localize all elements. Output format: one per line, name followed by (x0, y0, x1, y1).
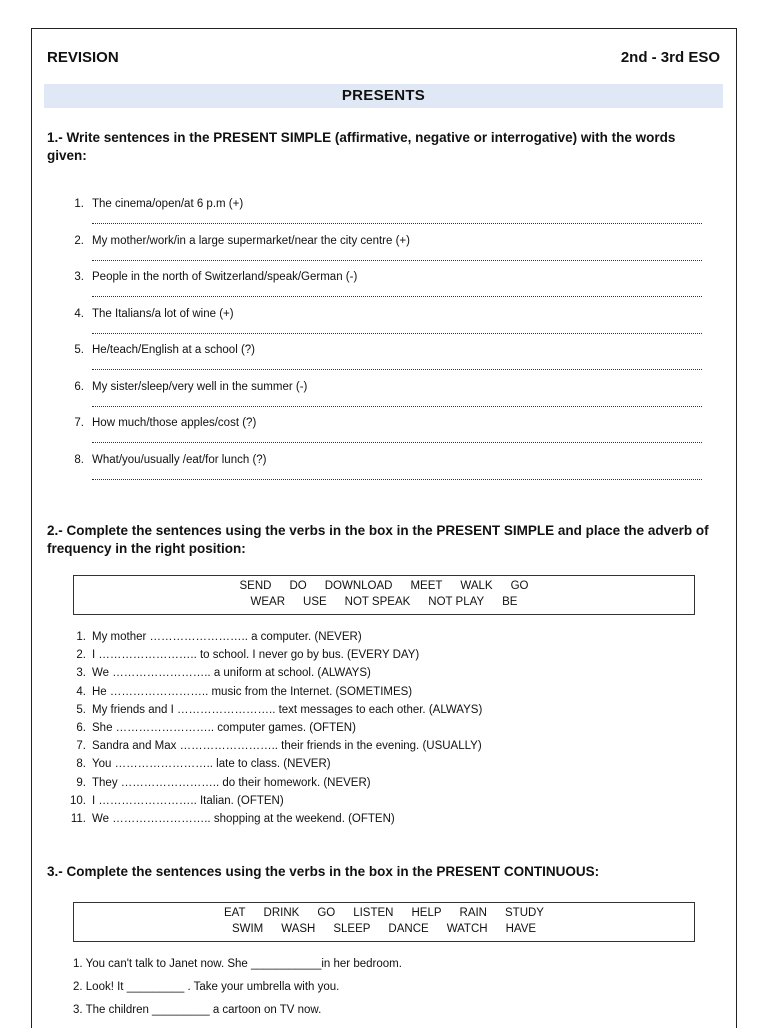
ex1-item-text: People in the north of Switzerland/speak/German (-) (92, 271, 358, 283)
ex2-item (66, 667, 371, 679)
ex2-item-number: 4. (76, 685, 86, 698)
ex2-item-number: 3. (76, 667, 86, 680)
ex1-title: 1.- Write sentences in the PRESENT SIMPLE (affirmative, negative or interrogative) with the words given: (47, 130, 676, 163)
ex2-item-text: We …………………….. shopping at the weekend. (OFTEN) (92, 813, 395, 825)
verb-word: GO (317, 907, 336, 919)
verb-word: SEND (239, 580, 272, 592)
verb-word: DRINK (263, 907, 300, 919)
ex1-item-text: The Italians/a lot of wine (+) (92, 307, 234, 320)
ex2-item (66, 631, 362, 643)
ex2-item-number: 11. (70, 813, 86, 825)
answer-line (92, 369, 702, 370)
ex3-box-row-2 (74, 923, 694, 935)
ex2-item-number: 10. (70, 794, 86, 807)
ex2-item (66, 795, 284, 807)
verb-word: EAT (224, 907, 246, 919)
answer-line (92, 223, 702, 224)
ex2-item-text: My friends and I …………………….. text messages to each other. (ALWAYS) (92, 703, 483, 716)
verb-word: DOWNLOAD (324, 580, 393, 592)
ex3-verb-box (73, 902, 695, 942)
verb-word: NOT SPEAK (344, 596, 411, 608)
ex2-item (66, 813, 395, 825)
verb-word: BE (502, 596, 518, 608)
ex1-item-number: 5. (74, 344, 84, 356)
verb-word: WASH (281, 923, 316, 935)
answer-line (92, 442, 702, 443)
ex2-item-number: 5. (76, 703, 86, 716)
ex2-item-number: 9. (76, 776, 86, 789)
ex2-item-text: We …………………….. a uniform at school. (ALWAYS) (92, 667, 371, 680)
header-level: 2nd - 3rd ESO (620, 49, 720, 66)
ex1-item-number: 4. (74, 307, 84, 320)
ex1-item-text: The cinema/open/at 6 p.m (+) (92, 198, 244, 210)
verb-word: HELP (411, 907, 442, 919)
verb-word: HAVE (505, 923, 537, 935)
ex3-box-row-1 (74, 907, 694, 919)
ex2-item-number: 7. (76, 740, 86, 753)
ex1-item-text: My mother/work/in a large supermarket/near the city centre (+) (92, 234, 410, 247)
ex2-verb-box (73, 575, 695, 615)
verb-word: DO (289, 580, 307, 592)
ex2-item-number: 6. (76, 722, 86, 734)
ex2-item-text: He …………………….. music from the Internet. (SOMETIMES) (92, 685, 413, 698)
ex2-item-text: My mother …………………….. a computer. (NEVER) (92, 631, 362, 643)
ex1-item-number: 8. (74, 453, 84, 466)
answer-line (92, 333, 702, 334)
ex2-item (66, 758, 331, 770)
ex2-item (66, 740, 482, 752)
answer-line (92, 296, 702, 297)
verb-word: DANCE (388, 923, 429, 935)
answer-line (92, 260, 702, 261)
verb-word: MEET (410, 580, 443, 592)
verb-word: USE (303, 596, 327, 608)
ex3-item: 2. Look! It _________ . Take your umbrella with you. (73, 981, 340, 993)
verb-word: WATCH (446, 923, 488, 935)
ex1-item-text: How much/those apples/cost (?) (92, 417, 257, 429)
ex2-box-row-1 (74, 580, 694, 592)
ex2-item-text: I …………………….. Italian. (OFTEN) (92, 794, 284, 807)
ex1-item-number: 3. (74, 271, 84, 283)
ex1-item-number: 7. (74, 417, 84, 429)
ex1-item-text: He/teach/English at a school (?) (92, 344, 256, 356)
verb-word: NOT PLAY (428, 596, 485, 608)
verb-word: WALK (460, 580, 493, 592)
page-title: PRESENTS (341, 87, 426, 104)
ex2-item (66, 686, 412, 698)
verb-word: SLEEP (333, 923, 371, 935)
verb-word: LISTEN (353, 907, 394, 919)
ex2-item (66, 777, 371, 789)
title-bar (44, 84, 723, 108)
ex2-item (66, 649, 419, 661)
ex2-box-row-2 (74, 596, 694, 608)
ex2-item-number: 8. (76, 758, 86, 771)
ex1-item-text: What/you/usually /eat/for lunch (?) (92, 453, 267, 466)
answer-line (92, 406, 702, 407)
ex2-item-text: I …………………….. to school. I never go by bus. (EVERY DAY) (92, 649, 420, 662)
ex1-item-number: 6. (74, 380, 84, 393)
verb-word: RAIN (459, 907, 487, 919)
ex2-item-text: You …………………….. late to class. (NEVER) (92, 758, 331, 771)
header-revision: REVISION (47, 49, 119, 66)
ex2-item-text: She …………………….. computer games. (OFTEN) (92, 722, 356, 734)
ex2-item (66, 704, 482, 716)
ex2-item-text: Sandra and Max …………………….. their friends in the evening. (USUALLY) (92, 740, 482, 753)
answer-line (92, 479, 702, 480)
ex1-item-number: 2. (74, 234, 84, 247)
ex3-item: 3. The children _________ a cartoon on TV now. (73, 1004, 322, 1016)
verb-word: WEAR (250, 596, 286, 608)
verb-word: GO (510, 580, 529, 592)
ex2-item-text: They …………………….. do their homework. (NEVER) (92, 776, 371, 789)
ex1-item-text: My sister/sleep/very well in the summer (-) (92, 380, 308, 393)
verb-word: STUDY (505, 907, 544, 919)
ex2-title: 2.- Complete the sentences using the verbs in the box in the PRESENT SIMPLE and place the adverb of frequency in the right position: (47, 523, 709, 556)
verb-word: SWIM (231, 923, 264, 935)
ex1-item-number: 1. (74, 198, 84, 210)
ex2-item-number: 2. (76, 649, 86, 662)
ex2-item (66, 722, 356, 734)
ex3-item: 1. You can't talk to Janet now. She ___________in her bedroom. (73, 958, 402, 970)
ex3-title: 3.- Complete the sentences using the verbs in the box in the PRESENT CONTINUOUS: (47, 864, 600, 879)
ex2-item-number: 1. (76, 631, 86, 643)
